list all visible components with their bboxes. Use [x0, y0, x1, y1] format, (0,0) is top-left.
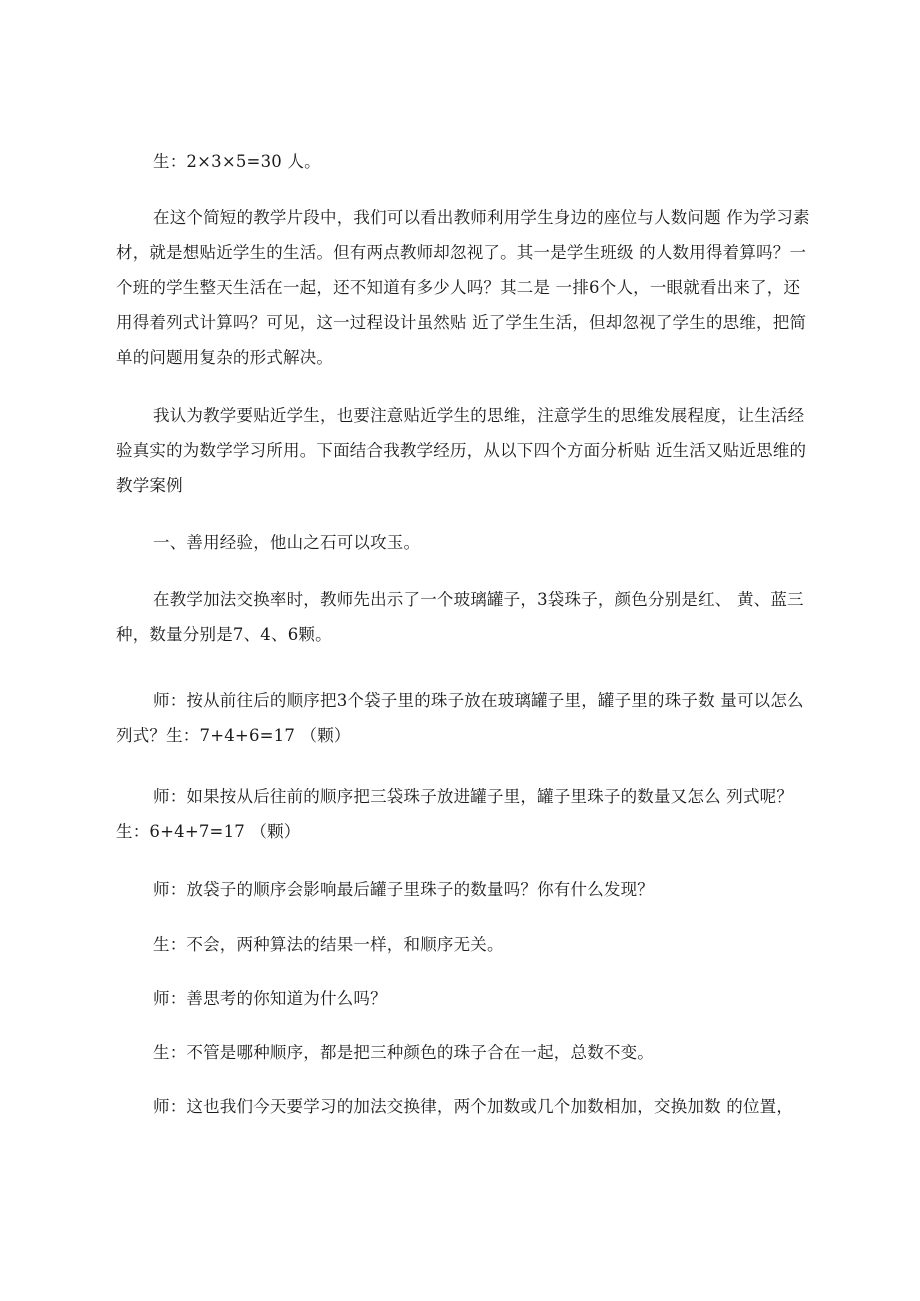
- paragraph-dialogue-3: 师：放袋子的顺序会影响最后罐子里珠子的数量吗？你有什么发现？: [153, 880, 654, 899]
- paragraph-dialogue-6: 生：不管是哪种顺序，都是把三种颜色的珠子合在一起，总数不变。: [153, 1043, 654, 1062]
- paragraph-student-answer-1: 生：2×3×5=30 人。: [153, 152, 321, 171]
- paragraph-dialogue-4: 生：不会，两种算法的结果一样，和顺序无关。: [153, 935, 504, 954]
- paragraph-dialogue-5: 师：善思考的你知道为什么吗？: [153, 989, 387, 1008]
- section-heading-1: 一、善用经验，他山之石可以攻玉。: [153, 533, 421, 552]
- paragraph-dialogue-7: 师：这也我们今天要学习的加法交换律，两个加数或几个加数相加，交换加数 的位置，: [153, 1097, 794, 1116]
- paragraph-dialogue-1: 师：按从前往后的顺序把3个袋子里的珠子放在玻璃罐子里，罐子里的珠子数 量可以怎么列式？生：7+4+6=17 （颗）: [116, 691, 804, 745]
- paragraph-dialogue-2: 师：如果按从后往前的顺序把三袋珠子放进罐子里，罐子里珠子的数量又怎么 列式呢？生：6+4+7=17 （颗）: [116, 787, 794, 841]
- paragraph-analysis: 在这个简短的教学片段中，我们可以看出教师利用学生身边的座位与人数问题 作为学习素材，就是想贴近学生的生活。但有两点教师却忽视了。其一是学生班级 的人数用得着算吗？一个班的学生整天生活在一起，还不知道有多少人吗？其二是 一排6个人，一眼就看出来了，还用得着列式计算吗？可见，这一过程设计虽然贴 近了学生生活，但却忽视了学生的思维，把简单的问题用复杂的形式解决。: [116, 208, 810, 367]
- paragraph-case-intro: 在教学加法交换率时，教师先出示了一个玻璃罐子，3袋珠子，颜色分别是红、 黄、蓝三种，数量分别是7、4、6颗。: [116, 590, 804, 644]
- paragraph-opinion: 我认为教学要贴近学生，也要注意贴近学生的思维，注意学生的思维发展程度，让生活经验真实的为数学学习所用。下面结合我教学经历，从以下四个方面分析贴 近生活又贴近思维的教学案例: [116, 406, 807, 495]
